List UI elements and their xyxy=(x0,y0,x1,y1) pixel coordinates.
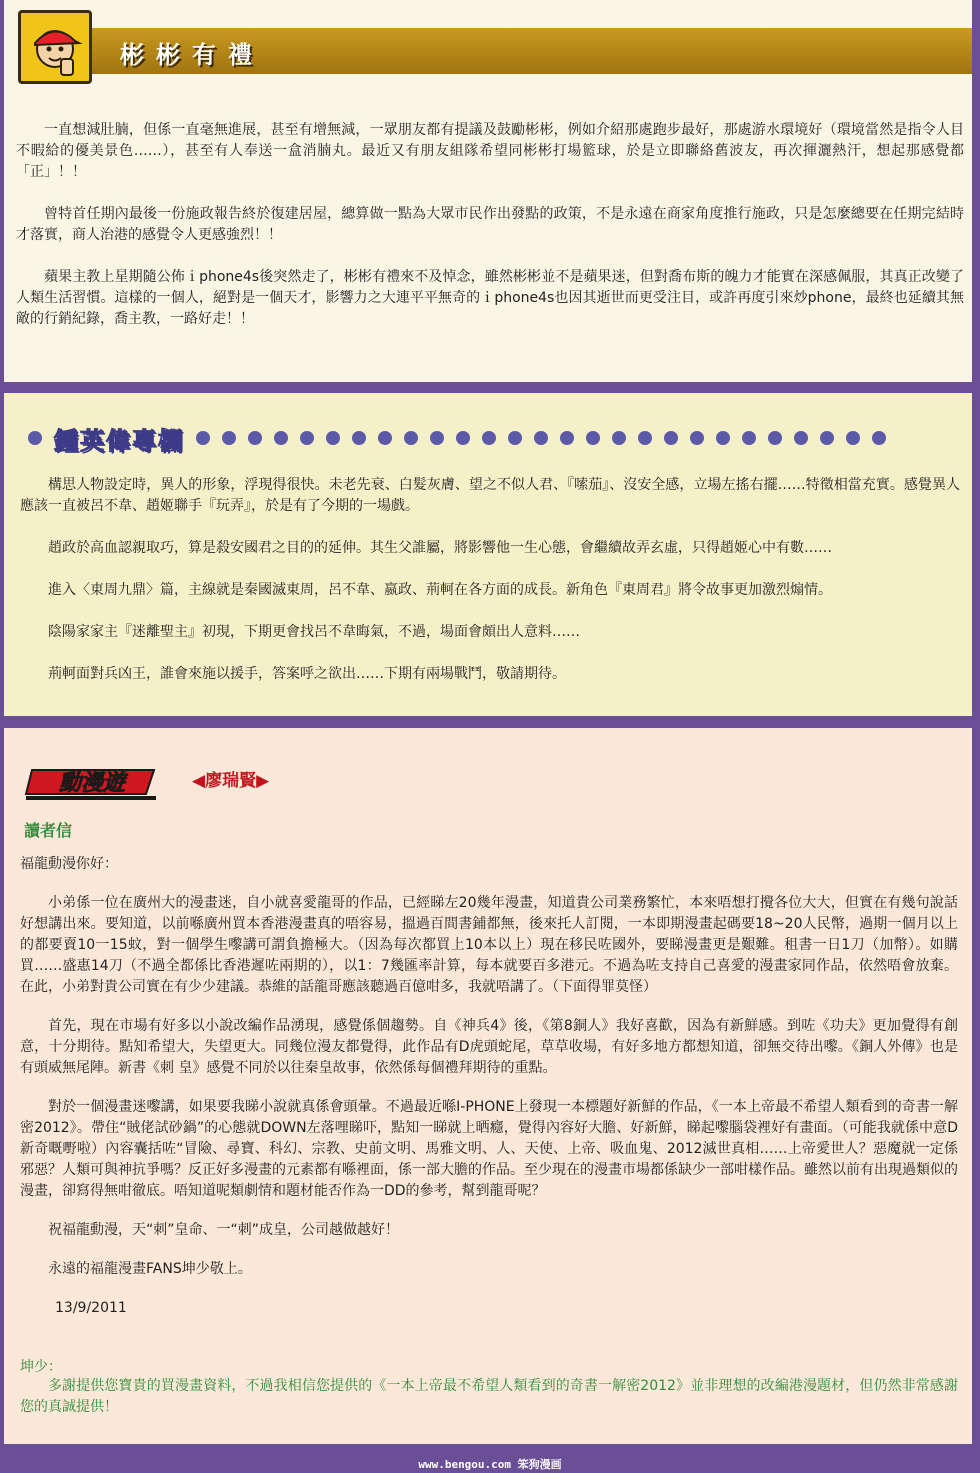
bullet-dot-icon xyxy=(820,431,834,445)
section-title-bar xyxy=(20,28,972,74)
reply-text: 多謝提供您寶貴的買漫畫資料，不過我相信您提供的《一本上帝最不希望人類看到的奇書一解密2012》並非理想的改編港漫題材，但仍然非常感謝您的真誠提供！ xyxy=(20,1378,958,1415)
mascot-logo xyxy=(18,10,92,84)
bullet-dot-icon xyxy=(482,431,496,445)
bullet-dot-icon xyxy=(560,431,574,445)
bullet-dot-icon xyxy=(742,431,756,445)
bullet-dot-icon xyxy=(352,431,366,445)
column-reader-letters xyxy=(4,728,972,1444)
paragraph: 首先，現在市場有好多以小說改編作品湧現，感覺係個趨勢。自《神兵4》後，《第8銅人》我好喜歡，因為有新鮮感。到咗《功夫》更加覺得有創意，十分期待。點知希望大，失望更大。同幾位漫友都覺得，此作品有D虎頭蛇尾，草草收場，有好多地方都想知道，卻無交待出嚟。《銅人外傳》也是有頭威無尾陣。新書《刺 皇》感覺不同於以往秦皇故事，依然係每個禮拜期待的重點。 xyxy=(20,1018,958,1076)
paragraph: 曾特首任期內最後一份施政報告終於復建居屋，總算做一點為大眾市民作出發點的政策，不是永遠在商家角度推行施政，只是怎麼總要在任期完結時才落實，商人治港的感覺令人更感強烈！！ xyxy=(16,206,964,243)
bullet-dot-icon xyxy=(508,431,522,445)
dong-man-you-logo xyxy=(22,764,160,804)
bullet-dot-icon xyxy=(430,431,444,445)
bullet-dot-icon xyxy=(690,431,704,445)
bullet-dot-icon xyxy=(534,431,548,445)
section-label: 讀者信 xyxy=(24,821,73,840)
letter-date: 13/9/2011 xyxy=(55,1300,127,1316)
paragraph: 構思人物設定時，異人的形象，浮現得很快。未老先衰、白髮灰膚、望之不似人君、『嗦茄』、沒安全感，立場左搖右擺……特徵相當充實。感覺異人應該一直被呂不韋、趙姬聯手『玩弄』，於是有了今期的一場戲。 xyxy=(20,477,960,514)
paragraph: 趙政於高血認親取巧，算是殺安國君之目的的延伸。其生父誰屬，將影響他一生心態，會繼續故弄玄虛，只得趙姬心中有數…… xyxy=(48,540,832,556)
greeting: 福龍動漫你好： xyxy=(20,856,118,872)
paragraph: 一直想減肚腩，但係一直毫無進展，甚至有增無減，一眾朋友都有提議及鼓勵彬彬，例如介紹那處跑步最好，那處游水環境好（環境當然是指令人目不暇給的優美景色……），甚至有人奉送一盒消腩丸。最近又有朋友組隊希望同彬彬打場籃球，於是立即聯絡舊波友，再次揮灑熱汗，想起那感覺都「正」！！ xyxy=(16,122,964,180)
bullet-dot-icon xyxy=(378,431,392,445)
bullet-dot-icon xyxy=(586,431,600,445)
column-bin-bin xyxy=(4,0,972,382)
bullet-dot-icon xyxy=(274,431,288,445)
paragraph: 進入〈東周九鼎〉篇，主線就是秦國滅東周，呂不韋、嬴政、荊軻在各方面的成長。新角色『東周君』將令故事更加激烈煽情。 xyxy=(48,582,832,598)
section-title: 彬彬有禮 xyxy=(120,41,264,69)
paragraph: 荊軻面對兵凶王，誰會來施以援手，答案呼之欲出……下期有兩場戰鬥，敬請期待。 xyxy=(48,666,566,682)
section-heading xyxy=(28,423,898,453)
letter-body xyxy=(20,854,958,1337)
site-watermark: www.bengou.com 笨狗漫画 xyxy=(418,1458,562,1471)
bullet-dot-icon xyxy=(664,431,678,445)
bullet-dot-icon xyxy=(456,431,470,445)
bullet-dot-icon xyxy=(794,431,808,445)
paragraph: 陰陽家家主『迷離聖主』初現，下期更會找呂不韋晦氣，不過，場面會頗出人意料…… xyxy=(48,624,580,640)
bullet-dot-icon xyxy=(846,431,860,445)
bullet-dot-icon xyxy=(300,431,314,445)
editor-reply xyxy=(20,1356,958,1418)
bullet-dot-icon xyxy=(716,431,730,445)
column-body xyxy=(16,120,964,351)
bullet-dot-icon xyxy=(248,431,262,445)
bullet-dot-icon xyxy=(872,431,886,445)
bullet-dot-icon xyxy=(326,431,340,445)
paragraph: 永遠的福龍漫畫FANS坤少敬上。 xyxy=(48,1261,252,1277)
column-body xyxy=(20,475,960,706)
column-chung xyxy=(4,393,972,716)
bullet-dot-icon xyxy=(196,431,210,445)
bullet-dot-icon xyxy=(222,431,236,445)
paragraph: 對於一個漫畫迷嚟講，如果要我睇小說就真係會頭暈。不過最近喺I-PHONE上發現一本標題好新鮮的作品，《一本上帝最不希望人類看到的奇書一解密2012》。帶住“賊佬試砂鍋”的心態就DOWN左落哩睇吓，點知一睇就上晒癮，覺得內容好大膽、好新鮮，睇起嚟腦袋裡好有畫面。（可能我就係中意D新奇嘅嘢啦）內容囊括咗“冒險、尋寶、科幻、宗教、史前文明、馬雅文明、人、天使、上帝、吸血鬼、2012滅世真相……上帝愛世人？惡魔就一定係邪惡？人類可與神抗爭嗎？反正好多漫畫的元素都有喺裡面，係一部大膽的作品。至少現在的漫畫市場都係缺少一部咁樣作品。雖然以前有出現過類似的漫畫，卻寫得無咁徹底。唔知道呢類劇情和題材能否作為一DD的參考，幫到龍哥呢？ xyxy=(20,1099,958,1199)
paragraph: 蘋果主教上星期隨公佈ｉphone4s後突然走了，彬彬有禮來不及悼念，雖然彬彬並不是蘋果迷，但對喬布斯的魄力才能實在深感佩服，其真正改變了人類生活習慣。這樣的一個人，絕對是一個天才，影響力之大連平平無奇的ｉphone4s也因其逝世而更受注目，或許再度引來炒phone，最終也延續其無敵的行銷紀錄，喬主教，一路好走！！ xyxy=(16,269,964,327)
paragraph: 祝福龍動漫，天“刺”皇命、一“刺”成皇，公司越做越好！ xyxy=(48,1222,400,1238)
bullet-dot-icon xyxy=(404,431,418,445)
paragraph: 小弟係一位在廣州大的漫畫迷，自小就喜愛龍哥的作品，已經睇左20幾年漫畫，知道貴公司業務繁忙，本來唔想打攪各位大大，但實在有幾句說話好想講出來。要知道，以前喺廣州買本香港漫畫真的唔容易，搵過百間書鋪都無，後來托人訂閱，一本即期漫畫起碼要18~20人民幣，過期一個月以上的都要賣10一15蚊，對一個學生嚟講可謂負擔極大。（因為每次都買上10本以上）現在移民咗國外，要睇漫畫更是艱難。租書一日1刀（加幣）。如購買……盛惠14刀（不過全都係比香港遲咗兩期的），以1：7幾匯率計算，每本就要百多港元。不過為咗支持自己喜愛的漫畫家同作品，依然唔會放棄。在此，小弟對貴公司實在有少少建議。恭維的話龍哥應該聽過百億咁多，我就唔講了。（下面得罪莫怪） xyxy=(20,895,958,995)
section-title: 鍾英偉專欄 xyxy=(54,426,184,455)
bullet-dot-icon xyxy=(612,431,626,445)
bullet-dot-icon xyxy=(638,431,652,445)
logo-text: 動漫遊 xyxy=(58,771,126,796)
bullet-dot-icon xyxy=(28,431,42,445)
reply-recipient: 坤少： xyxy=(20,1359,62,1375)
bullet-dot-icon xyxy=(768,431,782,445)
writer-name: ◀廖瑞賢▶ xyxy=(192,771,270,791)
